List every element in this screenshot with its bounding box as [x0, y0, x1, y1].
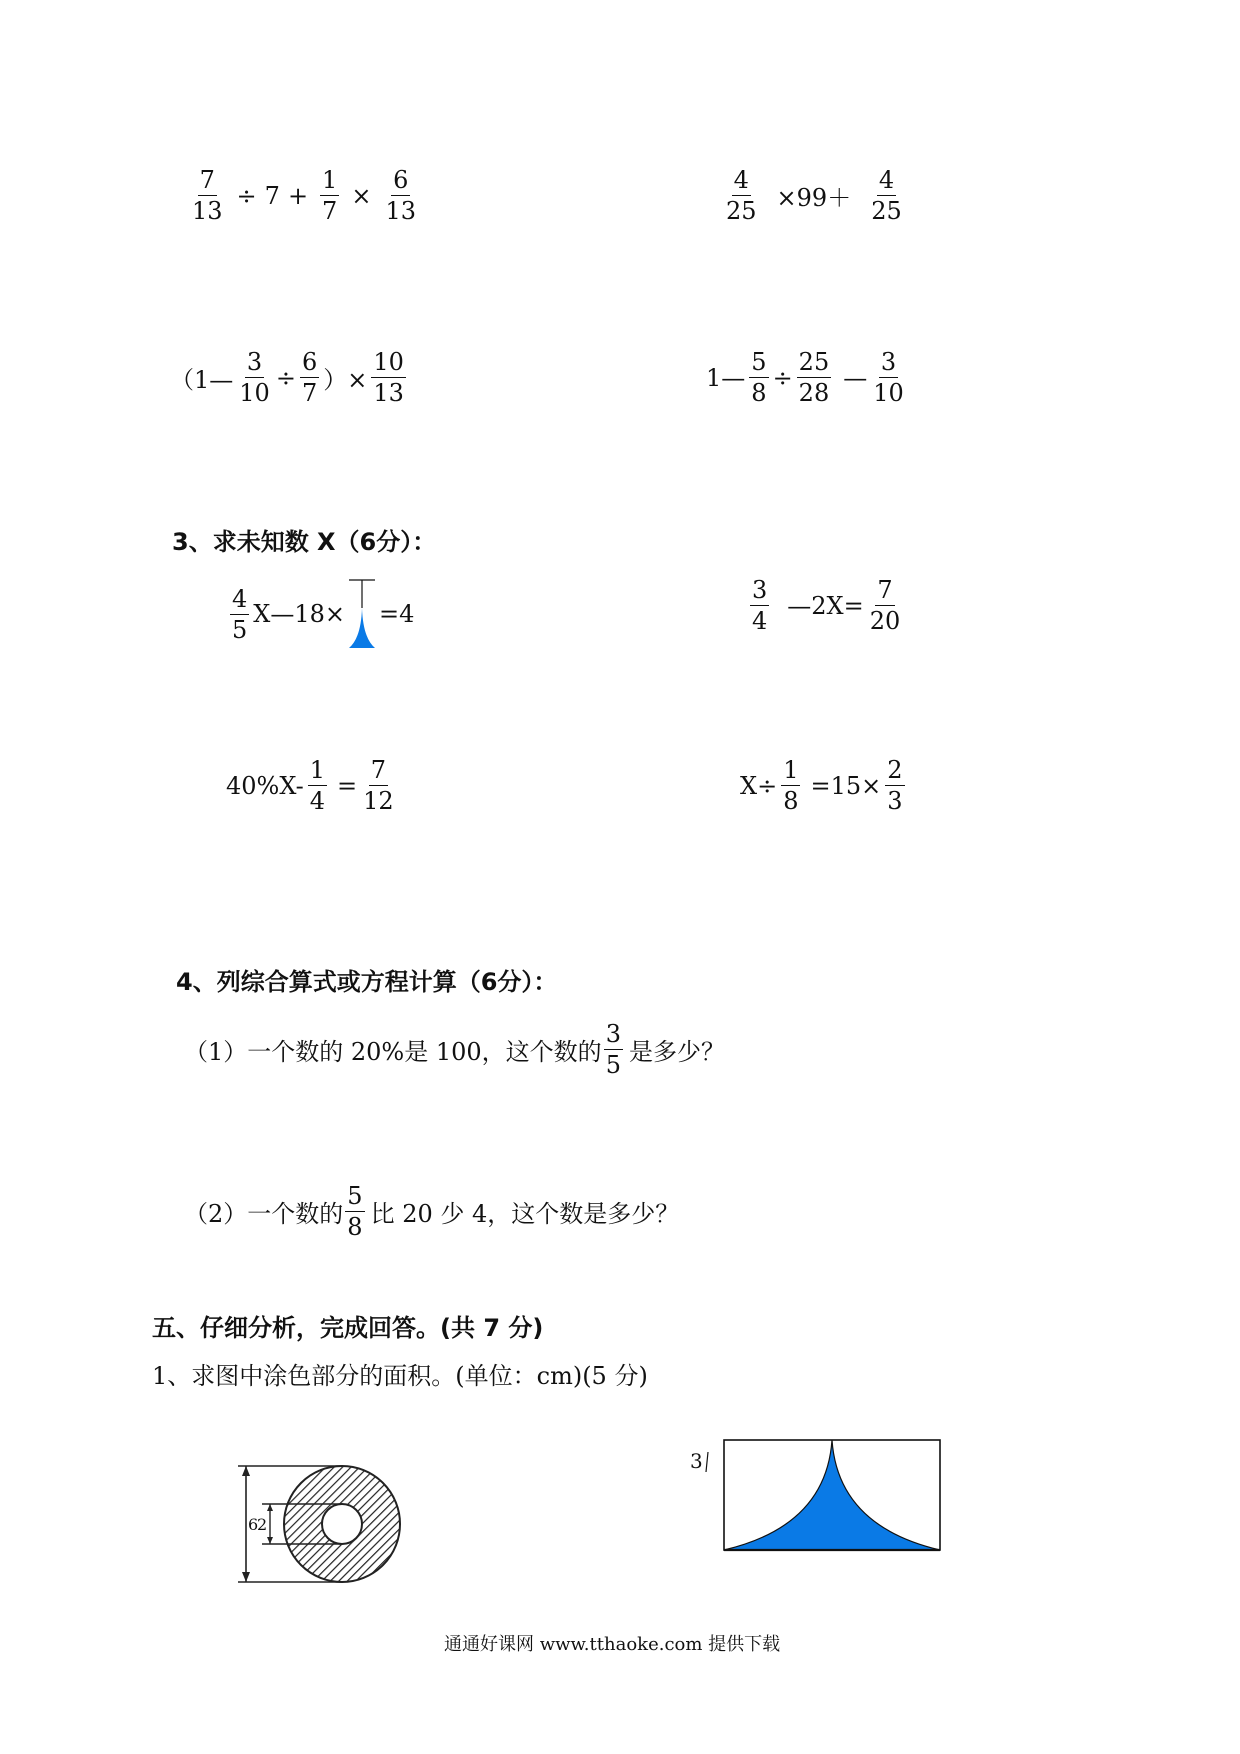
- outer-diameter-label: 6: [248, 1515, 259, 1534]
- section-3-title: 3、求未知数 X（6分）：: [172, 528, 437, 556]
- equation-2: $\frac{3}{4}$ —2X= $\frac{7}{20}$: [752, 576, 901, 635]
- fraction: $\frac{4}{25}$: [726, 166, 757, 225]
- fraction: $\frac{3}{4}$: [752, 576, 768, 635]
- ring-figure: [232, 1458, 422, 1596]
- fraction: $\frac{6}{13}$: [385, 166, 416, 225]
- inner-circle: [322, 1504, 362, 1544]
- fraction: $\frac{5}{8}$: [751, 348, 767, 407]
- shaded-region: [724, 1440, 940, 1550]
- calc-problem-1: $\frac{7}{13}$ ÷ 7 + $\frac{1}{7}$ × $\frac{6}{13}$: [192, 166, 416, 225]
- section-5-question-1: 1、求图中涂色部分的面积。(单位：cm)(5 分): [152, 1362, 648, 1390]
- side-length-label: 3: [690, 1449, 703, 1473]
- label-tick: [706, 1452, 708, 1472]
- inner-diameter-label: 2: [257, 1515, 268, 1534]
- footer-text: 通通好课网 www.tthaoke.com 提供下载: [444, 1634, 781, 1655]
- fraction: $\frac{4}{5}$: [232, 584, 248, 644]
- word-problem-2: （2）一个数的 $\frac{5}{8}$ 比 20 少 4，这个数是多少？: [184, 1182, 680, 1241]
- fraction: $\frac{7}{12}$: [363, 756, 394, 815]
- calc-problem-3: （1— $\frac{3}{10}$ ÷ $\frac{6}{7}$ ）× $\frac{10}{13}$: [170, 348, 404, 407]
- fraction: $\frac{3}{5}$: [605, 1020, 621, 1079]
- fraction: $\frac{2}{3}$: [887, 756, 903, 815]
- fraction: $\frac{3}{10}$: [239, 348, 270, 407]
- calc-problem-4: 1— $\frac{5}{8}$ ÷ $\frac{25}{28}$ — $\frac{3}{10}$: [706, 348, 904, 407]
- equation-1: $\frac{4}{5}$ X—18× =4: [226, 578, 414, 650]
- section-4-title: 4、列综合算式或方程计算（6分）：: [176, 968, 558, 996]
- rectangle-figure: [686, 1436, 946, 1558]
- fraction: $\frac{6}{7}$: [301, 348, 318, 407]
- section-5-title: 五、仔细分析，完成回答。(共 7 分): [152, 1314, 544, 1342]
- fraction: $\frac{25}{28}$: [798, 348, 830, 407]
- shaded-cusp: [349, 608, 375, 648]
- inline-shaded-shape-icon: [347, 578, 377, 650]
- word-problem-1: （1）一个数的 20%是 100，这个数的 $\frac{3}{5}$ 是多少？: [184, 1020, 725, 1079]
- fraction: $\frac{3}{10}$: [873, 348, 904, 407]
- equation-3: 40%X- $\frac{1}{4}$ = $\frac{7}{12}$: [226, 756, 394, 815]
- fraction: $\frac{1}{4}$: [309, 756, 325, 815]
- fraction: $\frac{10}{13}$: [373, 348, 404, 407]
- fraction: $\frac{5}{8}$: [347, 1182, 363, 1241]
- fraction: $\frac{1}{7}$: [322, 166, 338, 225]
- fraction: $\frac{7}{13}$: [192, 166, 223, 225]
- fraction: $\frac{4}{25}$: [871, 166, 902, 225]
- fraction: $\frac{7}{20}$: [869, 576, 901, 635]
- equation-4: X÷ $\frac{1}{8}$ =15× $\frac{2}{3}$: [740, 756, 903, 815]
- fraction: $\frac{1}{8}$: [783, 756, 799, 815]
- calc-problem-2: $\frac{4}{25}$ ×99＋ $\frac{4}{25}$: [726, 166, 902, 225]
